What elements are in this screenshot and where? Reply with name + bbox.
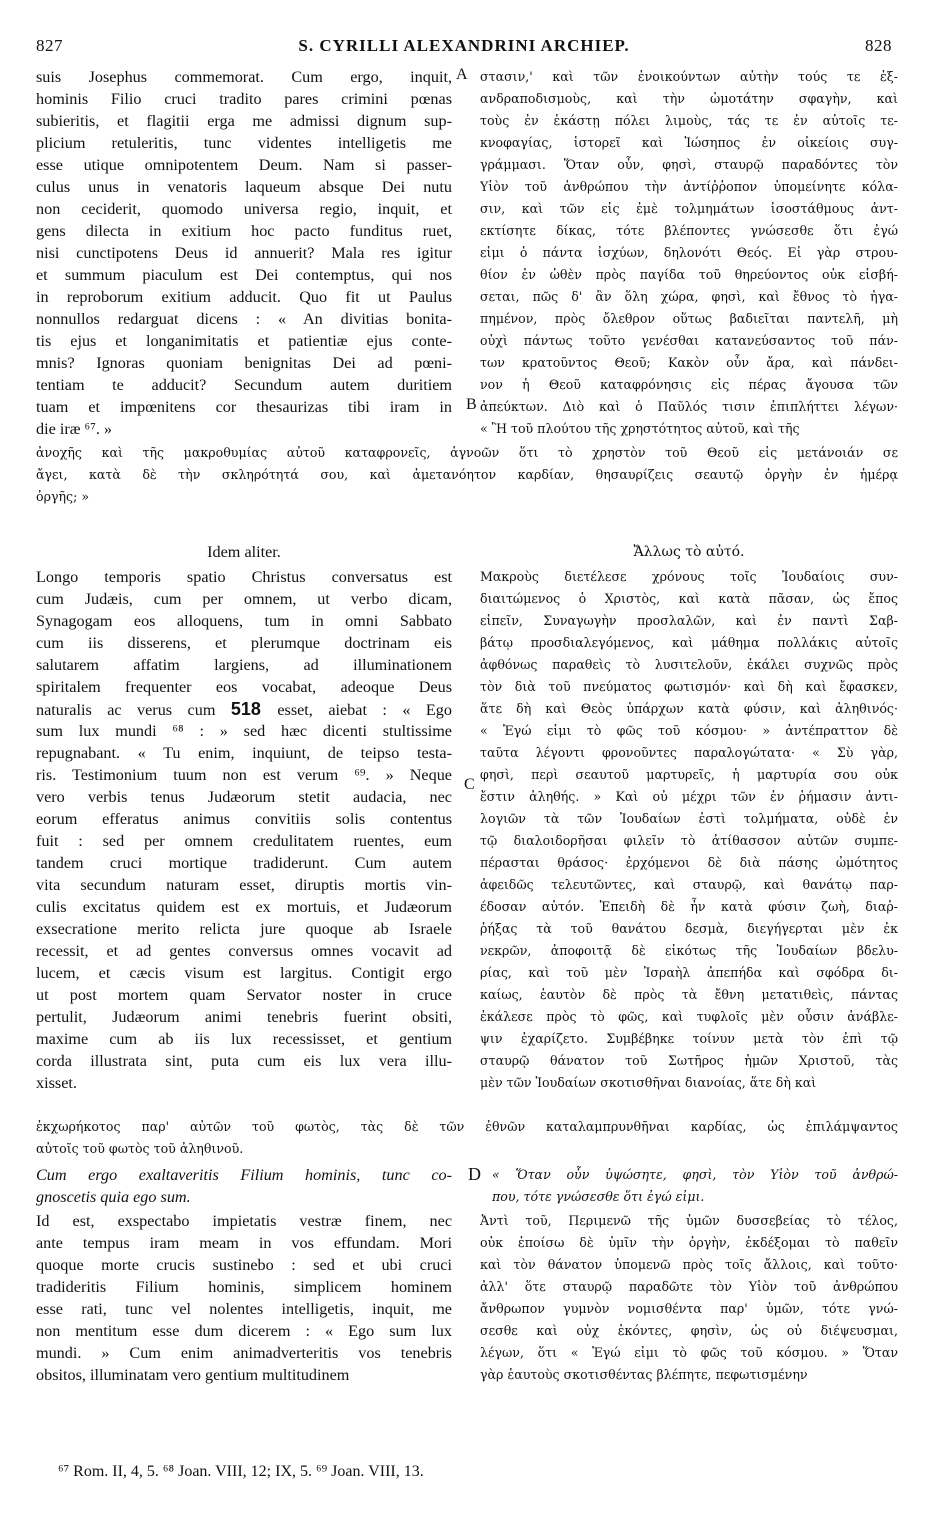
page-marker: 518 bbox=[230, 699, 278, 719]
footnotes: ⁶⁷ Rom. II, 4, 5. ⁶⁸ Joan. VIII, 12; IX, 5. ⁶⁹ Joan. VIII, 13. bbox=[58, 1463, 424, 1480]
text-line: ανδραποδισμοὺς, καὶ τὴν ὠμοτάτην σφαγὴν, καὶ bbox=[480, 91, 898, 106]
latin-column-section-3 bbox=[36, 1210, 452, 1386]
text-line: culus unus in venatoris laqueum absque Dei nutu bbox=[36, 178, 452, 196]
text-line: ἐκάλεσε πρὸς τὸ φῶς, καὶ τυφλοῖς μὲν οὖσιν ἀνάβλε- bbox=[480, 1009, 898, 1024]
text-fragment: naturalis ac verus cum bbox=[36, 701, 216, 719]
page-number-right: 828 bbox=[865, 36, 892, 55]
text-line: σιν, καὶ τῶν εἰς ἐμὲ τολμημάτων ἰσοστάθμους ἀντ- bbox=[480, 201, 898, 216]
text-line: esse rati, tunc vel nolentes intelligetis, inquit, me bbox=[36, 1300, 452, 1318]
text-line: λέγων, ὅτι « Ἐγώ εἰμι τὸ φῶς τοῦ κόσμου. » Ὅταν bbox=[480, 1345, 898, 1360]
text-line: βάτῳ προσδιαλεγόμενος, καὶ μάθημα πολλάκις αὐτοῖς bbox=[480, 635, 898, 650]
lemma-line: gnoscetis quia ego sum. bbox=[36, 1188, 191, 1206]
text-line: θίον ἐν ὠθὲν πρὸς παγίδα τοῦ θηρεύοντος οὐκ εἰσβή- bbox=[480, 267, 898, 282]
text-line: καὶ τὸν θάνατον ὑπομενῶ πρὸς τοῖς ἄλλοις, καὶ τοῦτο· bbox=[480, 1257, 898, 1272]
text-line: non mentitum esse dum dicerem : « Ego sum lux bbox=[36, 1322, 452, 1340]
text-line: repugnabant. « Tu enim, inquiunt, de teipso testa- bbox=[36, 744, 452, 762]
text-line: pertulit, Judæorum animi tenebris fuerint obsiti, bbox=[36, 1008, 452, 1026]
text-line: ἔστιν ἀληθής. » Καὶ οὐ μέχρι τῶν ἐν ῥήμασιν ἀντι- bbox=[480, 789, 898, 804]
text-line: hominis Filio cruci tradito pares crimini pœnas bbox=[36, 90, 452, 108]
text-line: ἀνοχῆς καὶ τῆς μακροθυμίας αὐτοῦ καταφρονεῖς, ἀγνοῶν ὅτι τὸ χρηστὸν τοῦ Θεοῦ εἰς μετάνοιάν σε bbox=[36, 445, 898, 460]
text-line: Longo temporis spatio Christus conversatus est bbox=[36, 568, 452, 586]
text-line: ρίας, καὶ τοῦ μὲν Ἰσραὴλ ἀπεπήδα καὶ σφόδρα δι- bbox=[480, 965, 898, 980]
text-line: ῥήξας τὰ τοῦ θανάτου δεσμὰ, διεγήγερται μὲν ἐκ bbox=[480, 921, 898, 936]
text-line: πημένον, πρὸς ὄλεθρον οὕτως βαδιεῖται παντελῆ, μὴ bbox=[480, 311, 898, 326]
greek-full-width-section-1 bbox=[36, 442, 898, 508]
text-line: tuam et impœnitens cor thesaurizas tibi iram in bbox=[36, 398, 452, 416]
text-line: πέρασται θράσος· ἐρχόμενοι δὲ διὰ πάσης ὠμότητος bbox=[480, 855, 898, 870]
text-line: nisi cunctipotens Deus id annuerit? Mala res igitur bbox=[36, 244, 452, 262]
text-line: lucem, et cæcis visum est largitus. Contigit ergo bbox=[36, 964, 452, 982]
text-line: exsecratione merito relicta jure quoque ab Israele bbox=[36, 920, 452, 938]
text-line: gens dilecta in exitium hoc pacto funditus ruet, bbox=[36, 222, 452, 240]
text-line: τῷ διαλοιδορῆσαι φιλεῖν τὸ ἀτίθασσον αὐτῶν συμπε- bbox=[480, 833, 898, 848]
latin-column-section-2 bbox=[36, 566, 452, 1094]
text-line: καίως, ἑαυτὸν δὲ πρὸς τὰ ἔθνη μετατιθεὶς, πάντας bbox=[480, 987, 898, 1002]
text-line: eorum efferatus animus convitiis solis contentus bbox=[36, 810, 452, 828]
running-title: S. CYRILLI ALEXANDRINI ARCHIEP. bbox=[298, 36, 630, 55]
text-line: σεται, πῶς δ' ἂν ὅλη χώρα, φησὶ, καὶ ἔθνος τὸ ἠγα- bbox=[480, 289, 898, 304]
text-line: salutarem affatim largiens, ad illuminationem bbox=[36, 656, 452, 674]
text-line: subieritis, et flagitii erga me admissi dignum sup- bbox=[36, 112, 452, 130]
text-line: γράμμασι. Ὅταν οὖν, φησὶ, σταυρῷ παραδόντες τὸν bbox=[480, 157, 898, 172]
text-line: « Ἢ τοῦ πλούτου τῆς χρηστότητος αὐτοῦ, καὶ τῆς bbox=[480, 421, 800, 436]
text-line: έδοσαν αὐτόν. Ἐπειδὴ δὲ ἦν κατὰ φύσιν ζωὴ, διαῤ- bbox=[480, 899, 898, 914]
page-number-left: 827 bbox=[36, 36, 63, 55]
text-line: οὐχὶ πάντως τοῦτο γενέσθαι κατανεύσαντος τοῦ πάν- bbox=[480, 333, 898, 348]
text-line: στασιν,' καὶ τῶν ἐνοικούντων αὐτὴν τούς τε ἐξ- bbox=[480, 69, 898, 84]
text-line: tandem cruci mortique tradiderunt. Cum autem bbox=[36, 854, 452, 872]
text-line: die iræ ⁶⁷. » bbox=[36, 420, 113, 438]
text-line: λογιῶν τὰ τῶν Ἰουδαίων ἐστὶ τολμήματα, οὐδὲ ἐν bbox=[480, 811, 898, 826]
text-line: σταυρῷ θάνατον τοῦ Σωτῆρος ἡμῶν Χριστοῦ, τὰς bbox=[480, 1053, 898, 1068]
text-line: maxime cum ab iis lux recessisset, et gentium bbox=[36, 1030, 452, 1048]
text-line: non ceciderit, quomodo universa regio, inquit, et bbox=[36, 200, 452, 218]
text-line: ut post mortem quam Servator noster in cruce bbox=[36, 986, 452, 1004]
text-line: φησὶ, περὶ σεαυτοῦ μαρτυρεῖς, ἡ μαρτυρία σου οὐκ bbox=[480, 767, 898, 782]
text-line: in reproborum exitium adducit. Quo fit ut Paulus bbox=[36, 288, 452, 306]
text-line: γὰρ ἑαυτοὺς σκοτισθέντας βλέπητε, πεφωτισμένην bbox=[480, 1367, 808, 1382]
text-line: ἀφθόνως παραθεὶς τὸ λυσιτελοῦν, ἐκάλει συχνῶς πρὸς bbox=[480, 657, 898, 672]
text-line: spiritalem frequenter eos vocabat, adeoque Deus bbox=[36, 678, 452, 696]
text-line: Μακροὺς διετέλεσε χρόνους τοῖς Ἰουδαίοις συν- bbox=[480, 569, 898, 584]
text-line: αὐτοῖς τοῦ φωτὸς τοῦ ἀληθινοῦ. bbox=[36, 1141, 244, 1156]
text-line: plicium retuleritis, tunc videntes intelligetis me bbox=[36, 134, 452, 152]
greek-column-section-3 bbox=[480, 1210, 898, 1386]
greek-section-title: Ἄλλως τὸ αὐτό. bbox=[633, 544, 745, 560]
greek-full-width-section-2 bbox=[36, 1116, 898, 1160]
lemma-line: « Ὅταν οὖν ὑψώσητε, φησὶ, τὸν Υἱὸν τοῦ ἀνθρώ- bbox=[492, 1167, 898, 1182]
text-line: mundi. » Cum enim animadverteritis vos tenebris bbox=[36, 1344, 452, 1362]
text-line: ψιν ἐχαρίζετο. Συμβέβηκε τοίνυν μετὰ τὸν ἐπὶ τῷ bbox=[480, 1031, 898, 1046]
running-header bbox=[36, 36, 892, 60]
text-line: ἀφειδῶς τελευτῶντες, καὶ σταυρῷ, καὶ θανάτῳ παρ- bbox=[480, 877, 898, 892]
latin-column-section-1 bbox=[36, 66, 452, 440]
text-line: vero verbis tenus Judæorum stetit audacia, nec bbox=[36, 788, 452, 806]
text-line: ἀλλ' ὅτε σταυρῷ παραδῶτε τὸν Υἱὸν τοῦ ἀνθρώπου bbox=[480, 1279, 898, 1294]
text-line: ἐκχωρήκοτος παρ' αὐτῶν τοῦ φωτὸς, τὰς δὲ τῶν ἐθνῶν καταλαμπρυνθῆναι καρδίας, ὡς ἐπιλάμψαντος bbox=[36, 1119, 898, 1134]
text-line bbox=[36, 698, 452, 720]
text-line: esse utique omnipotentem Deum. Nam si passer- bbox=[36, 156, 452, 174]
text-line: culis excitatus quidem est ex mortuis, et Judæorum bbox=[36, 898, 452, 916]
text-line: Υἱὸν τοῦ ἀνθρώπου τὴν ἀντίῤῥοπον ὑπομείνητε κόλα- bbox=[480, 179, 898, 194]
text-line: fuit : sed per omnem credulitatem ruentes, eum bbox=[36, 832, 452, 850]
text-line: ἀπεύκτων. Διὸ καὶ ὁ Παῦλός τισιν ἐπιπλήττει λέγων· bbox=[480, 399, 898, 414]
text-line: Id est, exspectabo impietatis vestræ finem, nec bbox=[36, 1212, 452, 1230]
text-line: vita secundum naturam esset, diruptis mortis vin- bbox=[36, 876, 452, 894]
text-line: quoque morte crucis sustinebo : sed et ubi cruci bbox=[36, 1256, 452, 1274]
margin-marker-c: C bbox=[464, 776, 475, 793]
latin-lemma bbox=[36, 1164, 452, 1208]
text-line: εκτίσητε δίκας, τότε βλέποντες γνώσεσθε ὅτι ἐγώ bbox=[480, 223, 898, 238]
text-line: cum iis disserens, et plerumque doctrinam eis bbox=[36, 634, 452, 652]
text-line: διαιτώμενος ὁ Χριστὸς, καὶ κατὰ πᾶσαν, ὡς ἔπος bbox=[480, 591, 898, 606]
text-line: « Ἐγώ εἰμι τὸ φῶς τοῦ κόσμου· » ἀντέπραττον δὲ bbox=[480, 723, 898, 738]
greek-column-section-1 bbox=[480, 66, 898, 440]
latin-section-title: Idem aliter. bbox=[207, 543, 281, 561]
text-line: cum Judæis, cum per omnem, ut verbo dicam, bbox=[36, 590, 452, 608]
text-line: mnis? Ignoras quoniam benignitas Dei ad pœni- bbox=[36, 354, 452, 372]
text-line: nonnullos redarguat dicens : « An divitias bonita- bbox=[36, 310, 452, 328]
text-line: ὀργῆς; » bbox=[36, 489, 90, 504]
text-line: νεκρῶν, ἀποφοιτᾷ δὲ εἰκότως τῆς Ἰουδαίων βδελυ- bbox=[480, 943, 898, 958]
text-line: ante tempus iram meam in vos effundam. Mori bbox=[36, 1234, 452, 1252]
text-line: et summum piaculum est Dei contemptus, qui nos bbox=[36, 266, 452, 284]
lemma-line: που, τότε γνώσεσθε ὅτι ἐγώ εἰμι. bbox=[492, 1189, 705, 1204]
text-line: recessit, et ad gentes conversus omnes vocavit ad bbox=[36, 942, 452, 960]
text-line: οὐκ ἐποίσω δὲ ὑμῖν τὴν ὀργὴν, ἐκδέξομαι τὸ παθεῖν bbox=[480, 1235, 898, 1250]
text-line: suis Josephus commemorat. Cum ergo, inquit, bbox=[36, 68, 452, 86]
text-fragment: esset, aiebat : « Ego bbox=[277, 701, 452, 719]
text-line: κνοφαγίας, ἱστορεῖ καὶ Ἰώσηπος ἐν οἰκείοις συγ- bbox=[480, 135, 898, 150]
text-line: sum lux mundi ⁶⁸ : » sed hæc dicenti stultissime bbox=[36, 722, 452, 740]
text-line: tentiam te adducit? Secundum autem duritiem bbox=[36, 376, 452, 394]
margin-marker-d: D bbox=[468, 1164, 481, 1184]
text-line: εἰμι ὁ πάντα ἰσχύων, δηλονότι Θεός. Εἰ γὰρ στρου- bbox=[480, 245, 898, 260]
text-line: corda illustrata sint, puta cum eis lux vera illu- bbox=[36, 1052, 452, 1070]
margin-marker-a: A bbox=[456, 66, 468, 83]
text-line: νον ἡ Θεοῦ καταφρόνησις εἰς πέρας ἄγουσα τῶν bbox=[480, 377, 898, 392]
text-line: tis ejus et longanimitatis et patientiæ ejus conte- bbox=[36, 332, 452, 350]
text-line: ταῦτα λέγοντι φρονοῦντες παραλογώτατα· « Σὺ γὰρ, bbox=[480, 745, 898, 760]
text-line: Synagogam eos alloquens, tum in omni Sabbato bbox=[36, 612, 452, 630]
greek-column-section-2 bbox=[480, 566, 898, 1094]
lemma-line: Cum ergo exaltaveritis Filium hominis, tunc co- bbox=[36, 1166, 452, 1184]
text-line: ἅτε δὴ καὶ Θεὸς ὑπάρχων κατὰ φύσιν, καὶ ἀληθινός· bbox=[480, 701, 898, 716]
text-line: Ἀντὶ τοῦ, Περιμενῶ τῆς ὑμῶν δυσσεβείας τὸ τέλος, bbox=[480, 1213, 898, 1228]
text-line: xisset. bbox=[36, 1074, 77, 1092]
text-line: τὸν διὰ τοῦ πνεύματος φωτισμόν· καὶ δὴ καὶ ἔφασκεν, bbox=[480, 679, 898, 694]
text-line: obsitos, illuminatam vero gentium multitudinem bbox=[36, 1366, 350, 1384]
text-line: ἄνθρωπον γυμνὸν νομισθέντα παρ' ὑμῶν, τότε γνώ- bbox=[480, 1301, 898, 1316]
text-line: σεσθε καὶ οὐχ ἑκόντες, φησὶν, ὡς οὐ διέψευσμαι, bbox=[480, 1323, 898, 1338]
text-line: tradideritis Filium hominis, simplicem hominem bbox=[36, 1278, 452, 1296]
text-line: ris. Testimonium tuum non est verum ⁶⁹. » Neque bbox=[36, 766, 452, 784]
text-line: τοὺς ἐν ἑκάστῃ πόλει λιμοὺς, τάς τε ἐν αὐτοῖς τε- bbox=[480, 113, 898, 128]
greek-lemma bbox=[492, 1164, 898, 1208]
margin-marker-b: B bbox=[466, 396, 477, 413]
text-line: εἰπεῖν, Συναγωγὴν προσλαλῶν, καὶ ἐν παντὶ Σαβ- bbox=[480, 613, 898, 628]
text-line: ἄγει, κατὰ δὲ τὴν σκληρότητά σου, καὶ ἀμετανόητον καρδίαν, θησαυρίζεις σεαυτῷ ὀργὴν ἐν ἡμέρᾳ bbox=[36, 467, 898, 482]
text-line: μὲν τῶν Ἰουδαίων σκοτισθῆναι διανοίας, ἅτε δὴ καὶ bbox=[480, 1075, 817, 1090]
text-line: των κρατοῦντος Θεοῦ; Κακὸν οὖν ἄρα, καὶ πάνδει- bbox=[480, 355, 898, 370]
